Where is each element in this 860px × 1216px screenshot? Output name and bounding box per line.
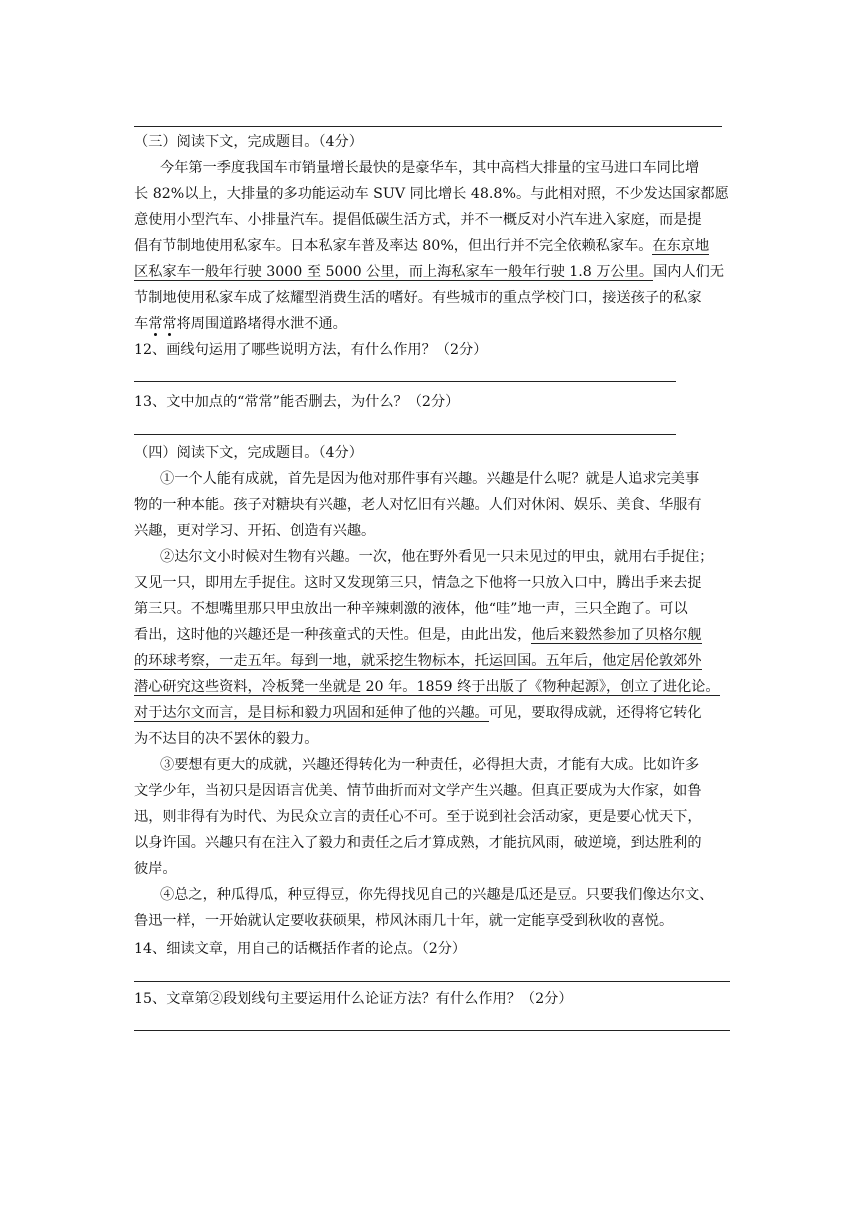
- underlined-sentence: 的环球考察，一走五年。每到一地，就采挖生物标本，托运回国。五年后，他定居伦敦郊外: [134, 653, 702, 669]
- section4-text-line: ③要想有更大的成就，兴趣还得转化为一种责任，必得担大责，才能有大成。比如许多: [160, 757, 700, 773]
- plain-text: 国内人们无: [653, 264, 725, 280]
- question-13: 13、文中加点的“常常”能否删去，为什么？（2分）: [134, 394, 460, 410]
- plain-text: 看出，这时他的兴趣还是一种孩童式的天性。但是，由此出发，: [134, 627, 532, 643]
- question-14: 14、细读文章，用自己的话概括作者的论点。（2分）: [134, 941, 467, 957]
- section3-text-line: 意使用小型汽车、小排量汽车。提倡低碳生活方式，并不一概反对小汽车进入家庭，而是提: [134, 212, 702, 228]
- section4-text-line: 兴趣，更对学习、开拓、创造有兴趣。: [134, 523, 376, 539]
- section4-text-line: 文学少年，当初只是因语言优美、情节曲折而对文学产生兴趣。但真正要成为大作家，如鲁: [134, 783, 702, 799]
- section4-text-line: ②达尔文小时候对生物有兴趣。一次，他在野外看见一只未见过的甲虫，就用右手捉住；: [160, 549, 714, 565]
- question-12: 12、画线句运用了哪些说明方法，有什么作用？（2分）: [134, 342, 488, 358]
- section4-text-line: 为不达目的决不罢休的毅力。: [134, 731, 319, 747]
- section4-text-line: [134, 701, 734, 726]
- section3-text-line: 今年第一季度我国车市销量增长最快的是豪华车，其中高档大排量的宝马进口车同比增: [160, 160, 700, 176]
- section4-text-line: [134, 649, 734, 674]
- section4-text-line: ④总之，种瓜得瓜，种豆得豆，你先得找见自己的兴趣是瓜还是豆。只要我们像达尔文、: [160, 887, 714, 903]
- answer-line-14[interactable]: [134, 981, 730, 982]
- dotted-character: 常: [162, 316, 177, 332]
- section3-text-line: 长 82%以上，大排量的多功能运动车 SUV 同比增长 48.8%。与此相对照，不少发达国家都愿: [134, 186, 729, 202]
- plain-text: 倡有节制地使用私家车。日本私家车普及率达 80%，但出行并不完全依赖私家车。: [134, 238, 653, 254]
- plain-text: 将周围道路堵得水泄不通。: [176, 316, 347, 332]
- section4-text-line: 又见一只，即用左手捉住。这时又发现第三只，情急之下他将一只放入口中，腾出手来去捉: [134, 575, 702, 591]
- underlined-sentence: 在东京地: [652, 238, 710, 254]
- underlined-sentence: 对于达尔文而言，是目标和毅力巩固和延伸了他的兴趣。: [134, 705, 489, 721]
- section4-text-line: [134, 675, 734, 700]
- section3-text-line: 节制地使用私家车成了炫耀型消费生活的嗜好。有些城市的重点学校门口，接送孩子的私家: [134, 290, 702, 306]
- section4-text-line: 以身许国。兴趣只有在注入了毅力和责任之后才算成熟，才能抗风雨，破逆境，到达胜利的: [134, 835, 702, 851]
- section3-text-line: [134, 312, 734, 337]
- section4-text-line: 物的一种本能。孩子对糖块有兴趣，老人对忆旧有兴趣。人们对休闲、娱乐、美食、华服有: [134, 497, 702, 513]
- answer-line-12[interactable]: [134, 381, 676, 382]
- section3-text-line: [134, 260, 734, 285]
- section4-text-line: 彼岸。: [134, 861, 177, 877]
- section3-text-line: [134, 234, 734, 259]
- underlined-sentence: 他后来毅然参加了贝格尔舰: [531, 627, 702, 643]
- top-rule: [134, 126, 722, 127]
- answer-line-13[interactable]: [134, 434, 676, 435]
- dotted-character: 常: [148, 316, 163, 332]
- section4-heading: （四）阅读下文，完成题目。（4分）: [134, 445, 363, 461]
- section4-text-line: ①一个人能有成就，首先是因为他对那件事有兴趣。兴趣是什么呢？就是人追求完美事: [160, 471, 700, 487]
- underlined-sentence: 区私家车一般年行驶 3000 至 5000 公里，而上海私家车一般年行驶 1.8 万公里。: [134, 264, 654, 280]
- section3-heading: （三）阅读下文，完成题目。（4分）: [134, 134, 363, 150]
- plain-text: 车: [134, 316, 149, 332]
- section4-text-line: 第三只。不想嘴里那只甲虫放出一种辛辣刺激的液体，他“哇”地一声，三只全跑了。可以: [134, 601, 688, 617]
- answer-line-15[interactable]: [134, 1030, 730, 1031]
- underlined-sentence: 潜心研究这些资料，冷板凳一坐就是 20 年。1859 终于出版了《物种起源》，创立了进化论。: [134, 679, 720, 695]
- plain-text: 可见，要取得成就，还得将它转化: [488, 705, 702, 721]
- section4-text-line: 迅，则非得有为时代、为民众立言的责任心不可。至于说到社会活动家，更是要心忧天下，: [134, 809, 702, 825]
- question-15: 15、文章第②段划线句主要运用什么论证方法？有什么作用？（2分）: [134, 991, 573, 1007]
- section4-text-line: 鲁迅一样，一开始就认定要收获硕果，栉风沐雨几十年，就一定能享受到秋收的喜悦。: [134, 913, 674, 929]
- section4-text-line: [134, 623, 734, 648]
